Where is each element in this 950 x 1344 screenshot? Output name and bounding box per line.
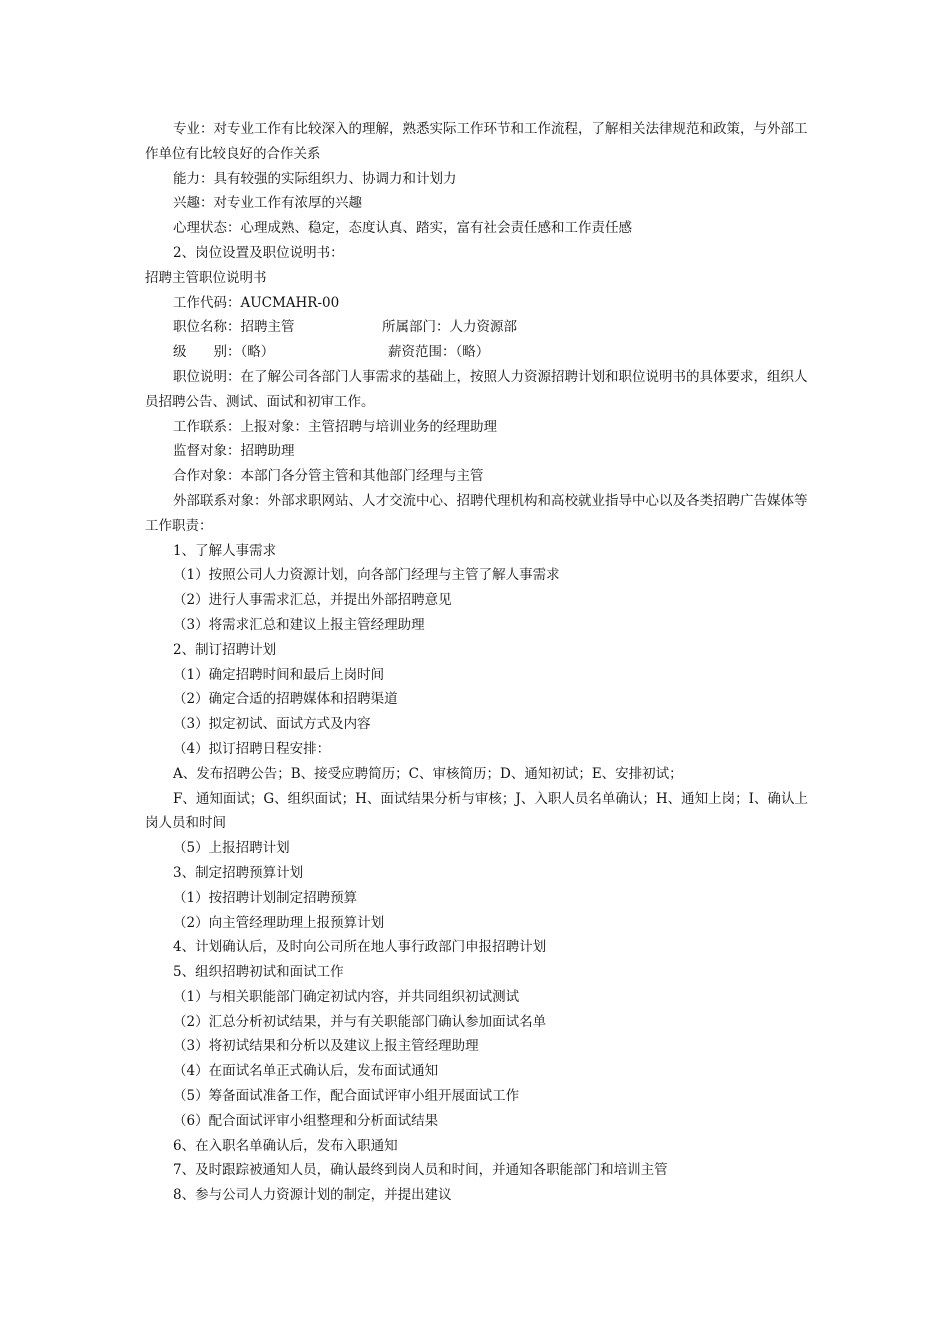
position-name: 职位名称：招聘主管 [173, 319, 295, 336]
list-item: （4）拟订招聘日程安排： [173, 740, 331, 757]
list-item: 8、参与公司人力资源计划的制定，并提出建议 [173, 1187, 452, 1204]
list-item: （3）将需求汇总和建议上报主管经理助理 [173, 616, 425, 633]
level-row [145, 340, 810, 365]
list-item: （2）向主管经理助理上报预算计划 [173, 914, 385, 931]
list-item: 5、组织招聘初试和面试工作 [173, 964, 344, 981]
position-row [145, 315, 810, 340]
list-item: （1）按招聘计划制定招聘预算 [173, 889, 358, 906]
list-item: （6）配合面试评审小组整理和分析面试结果 [173, 1112, 439, 1129]
list-item: （5）筹备面试准备工作，配合面试评审小组开展面试工作 [173, 1088, 520, 1105]
list-item: （1）确定招聘时间和最后上岗时间 [173, 666, 385, 683]
document-body [145, 117, 810, 1208]
level: 级 别：（略） [173, 344, 275, 361]
list-item: 3、制定招聘预算计划 [173, 864, 304, 881]
paragraph-ability: 能力：具有较强的实际组织力、协调力和计划力 [173, 170, 457, 187]
paragraph-job-description: 职位说明：在了解公司各部门人事需求的基础上，按照人力资源招聘计划和职位说明书的具体要求，组织人员招聘公告、测试、面试和初审工作。 [145, 368, 808, 410]
list-item: （1）按照公司人力资源计划，向各部门经理与主管了解人事需求 [173, 567, 560, 584]
list-item: A、发布招聘公告；B、接受应聘简历；C、审核简历；D、通知初试；E、安排初试； [173, 765, 683, 782]
list-item: 7、及时跟踪被通知人员，确认最终到岗人员和时间，并通知各职能部门和培训主管 [173, 1162, 668, 1179]
paragraph-interest: 兴趣：对专业工作有浓厚的兴趣 [173, 195, 362, 212]
department: 所属部门：人力资源部 [382, 319, 517, 336]
list-item: （3）将初试结果和分析以及建议上报主管经理助理 [173, 1038, 479, 1055]
section-heading-position-setup: 2、岗位设置及职位说明书： [173, 244, 344, 261]
paragraph-external-contacts: 外部联系对象：外部求职网站、人才交流中心、招聘代理机构和高校就业指导中心以及各类招聘广告媒体等工作职责： [145, 492, 808, 534]
paragraph-mental-state: 心理状态：心理成熟、稳定，态度认真、踏实，富有社会责任感和工作责任感 [173, 220, 632, 237]
paragraph-supervise: 监督对象：招聘助理 [173, 443, 295, 460]
salary-range: 薪资范围：（略） [388, 344, 490, 361]
document-title: 招聘主管职位说明书 [145, 269, 267, 286]
paragraph-report-to: 工作联系：上报对象：主管招聘与培训业务的经理助理 [173, 418, 497, 435]
job-code: 工作代码：AUCMAHR-00 [173, 294, 340, 311]
list-item: （1）与相关职能部门确定初试内容，并共同组织初试测试 [173, 988, 520, 1005]
paragraph-cooperate: 合作对象：本部门各分管主管和其他部门经理与主管 [173, 468, 484, 485]
list-item: （2）确定合适的招聘媒体和招聘渠道 [173, 691, 398, 708]
paragraph-expertise: 专业：对专业工作有比较深入的理解，熟悉实际工作环节和工作流程，了解相关法律规范和政策，与外部工作单位有比较良好的合作关系 [145, 121, 808, 162]
list-item: （2）进行人事需求汇总，并提出外部招聘意见 [173, 592, 452, 609]
list-item: 6、在入职名单确认后，发布入职通知 [173, 1137, 398, 1154]
list-item: （3）拟定初试、面试方式及内容 [173, 716, 371, 733]
list-item: （4）在面试名单正式确认后，发布面试通知 [173, 1063, 439, 1080]
list-item: 4、计划确认后，及时向公司所在地人事行政部门申报招聘计划 [173, 939, 547, 956]
list-item: （2）汇总分析初试结果，并与有关职能部门确认参加面试名单 [173, 1013, 547, 1030]
list-item: 1、了解人事需求 [173, 542, 277, 559]
list-item: （5）上报招聘计划 [173, 840, 290, 857]
list-item: F、通知面试；G、组织面试；H、面试结果分析与审核；J、入职人员名单确认；H、通知上岗；I、确认上岗人员和时间 [145, 790, 808, 832]
list-item: 2、制订招聘计划 [173, 641, 277, 658]
